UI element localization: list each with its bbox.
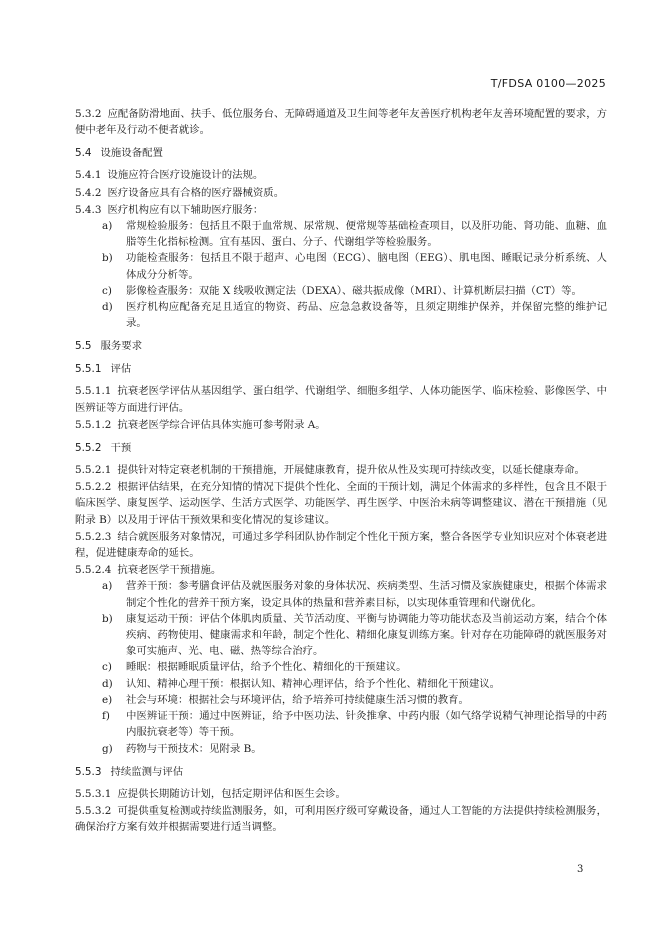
list-item-marker: b) [102,252,113,265]
section-heading [75,145,607,161]
section-number: 5.5 [75,340,92,353]
clause-number: 5.5.1.1 [75,385,112,398]
clause-paragraph [75,786,607,802]
list-item [102,283,607,299]
list-item-text: 药物与干预技术：见附录 B。 [126,742,262,755]
list-item-text: 认知、精神心理干预：根据认知、精神心理评估，给予个性化、精细化干预建议。 [126,677,501,690]
section-heading [75,440,607,456]
clause-text: 抗衰老医学干预措施。 [117,564,222,577]
clause-number: 5.5.2.2 [75,481,112,494]
section-title: 服务要求 [100,340,143,353]
clause-number: 5.5.2.3 [75,530,112,543]
list-item [102,676,607,692]
list-item-text: 康复运动干预：评估个体肌肉质量、关节活动度、平衡与协调能力等功能状态及当前运动方案，结合个体疾病、药物使用、健康需求和年龄，制定个性化、精细化康复训练方案。针对存在功能障碍的就医服务对象可实施声、光、电、磁、热等综合治疗。 [126,612,607,658]
clause-number: 5.4.1 [75,169,102,182]
clause-number: 5.5.3.2 [75,804,112,817]
list-item [102,578,607,610]
clause-paragraph [75,562,607,578]
section-number: 5.5.2 [75,442,102,455]
list-item [102,250,607,282]
list-item-text: 营养干预：参考膳食评估及就医服务对象的身体状况、疾病类型、生活习惯及家族健康史，根据个体需求制定个性化的营养干预方案，设定具体的热量和营养素目标，以实现体重管理和代谢优化。 [126,580,607,609]
clause-number: 5.4.3 [75,203,102,216]
clause-number: 5.5.2.1 [75,464,112,477]
list-item-text: 功能检查服务：包括且不限于超声、心电图（ECG）、脑电图（EEG）、肌电图、睡眠记录分析系统、人体成分分析等。 [126,252,607,281]
clause-paragraph [75,803,607,835]
list-item [102,611,607,660]
section-number: 5.5.3 [75,765,102,778]
clause-paragraph [75,185,607,201]
clause-text: 应提供长期随访计划，包括定期评估和医生会诊。 [117,787,346,800]
list-item-text: 医疗机构应配备充足且适宜的物资、药品、应急急救设备等，且须定期维护保养，并保留完整的维护记录。 [126,301,607,330]
list-item-marker: b) [102,612,113,625]
clause-number: 5.3.2 [75,108,102,120]
clause-paragraph [75,462,607,478]
list-item-text: 睡眠：根据睡眠质量评估，给予个性化、精细化的干预建议。 [126,661,407,674]
clause-paragraph [75,383,607,415]
clause-text: 医疗机构应有以下辅助医疗服务： [107,203,264,216]
clause-text: 根据评估结果，在充分知情的情况下提供个性化、全面的干预计划，满足个体需求的多样性，包含且不限于临床医学、康复医学、运动医学、生活方式医学、功能医学、再生医学、中医治未病等调整建议、潜在干预措施（见附录 B）以及用于评估干预效果和变化情况的复诊建议。 [75,481,607,526]
clause-text: 抗衰老医学综合评估具体实施可参考附录 A。 [117,418,326,431]
list-item-text: 常规检验服务：包括且不限于血常规、尿常规、便常规等基础检查项目，以及肝功能、肾功能、血糖、血脂等生化指标检测。宜有基因、蛋白、分子、代谢组学等检验服务。 [126,220,607,249]
document-body [75,106,607,835]
section-title: 设施设备配置 [100,147,163,160]
clause-paragraph [75,106,607,138]
section-heading [75,361,607,377]
list-item [102,692,607,708]
section-number: 5.5.1 [75,363,102,376]
clause-text: 结合就医服务对象情况，可通过多学科团队协作制定个性化干预方案，整合各医学专业知识应对个体衰老进程，促进健康寿命的延长。 [75,530,607,560]
list-item-marker: a) [102,580,113,593]
clause-paragraph [75,479,607,528]
clause-paragraph [75,529,607,561]
list-item [102,299,607,331]
list-item-text: 社会与环境：根据社会与环境评估，给予培养可持续健康生活习惯的教育。 [126,693,469,706]
clause-number: 5.5.2.4 [75,564,112,577]
section-heading [75,764,607,780]
clause-number: 5.4.2 [75,186,102,199]
clause-paragraph [75,167,607,183]
clause-text: 医疗设备应具有合格的医疗器械资质。 [107,186,285,199]
list-item [102,659,607,675]
clause-text: 应配备防滑地面、扶手、低位服务台、无障碍通道及卫生间等老年友善医疗机构老年友善环境配置的要求，方便中老年及行动不便者就诊。 [75,108,607,137]
clause-number: 5.5.1.2 [75,418,112,431]
clause-paragraph [75,202,607,218]
list-item-marker: f) [102,710,110,723]
list-item-marker: c) [102,284,112,297]
clause-text: 设施应符合医疗设施设计的法规。 [107,169,264,182]
clause-text: 可提供重复检测或持续监测服务，如，可利用医疗级可穿戴设备，通过人工智能的方法提供持续检测服务，确保治疗方案有效并根据需要进行适当调整。 [75,804,607,834]
list-item-marker: g) [102,742,113,755]
list-item [102,741,607,757]
list-item [102,218,607,250]
section-heading [75,338,607,354]
clause-paragraph [75,417,607,433]
list-item-marker: a) [102,220,113,233]
list-item-marker: d) [102,677,113,690]
document-code: T/FDSA 0100—2025 [490,77,606,90]
list-item [102,708,607,740]
list-item-marker: c) [102,661,112,674]
clause-text: 提供针对特定衰老机制的干预措施，开展健康教育，提升依从性及实现可持续改变，以延长健康寿命。 [117,464,585,477]
section-title: 评估 [110,363,132,376]
page-number: 3 [577,864,584,875]
clause-number: 5.5.3.1 [75,787,112,800]
list-item-text: 影像检查服务：双能 X 线吸收测定法（DEXA）、磁共振成像（MRI）、计算机断层扫描（CT）等。 [126,284,582,297]
list-item-marker: e) [102,693,113,706]
list-item-text: 中医辨证干预：通过中医辨证，给予中医功法、针灸推拿、中药内服（如气络学说精气神理论指导的中药内服抗衰老等）等干预。 [126,710,607,739]
clause-text: 抗衰老医学评估从基因组学、蛋白组学、代谢组学、细胞多组学、人体功能医学、临床检验、影像医学、中医辨证等方面进行评估。 [75,385,607,414]
section-title: 干预 [110,442,132,455]
section-number: 5.4 [75,147,92,160]
list-item-marker: d) [102,301,113,314]
section-title: 持续监测与评估 [110,765,184,778]
